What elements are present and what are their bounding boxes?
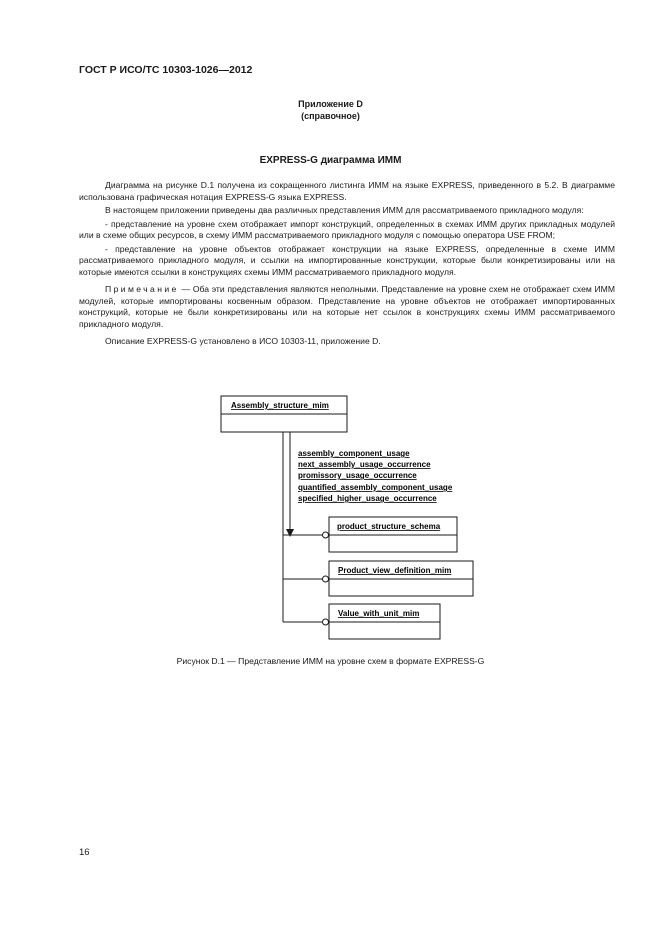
annex-subtitle: (справочное) bbox=[301, 111, 360, 121]
target-schema-label: product_structure_schema bbox=[337, 522, 441, 531]
target-schema-box bbox=[323, 561, 474, 596]
open-circle-icon bbox=[323, 576, 329, 582]
source-schema-label: Assembly_structure_mim bbox=[231, 401, 329, 410]
relationship-label: promissory_usage_occurrence bbox=[298, 471, 417, 480]
target-schema-label: Value_with_unit_mim bbox=[338, 609, 420, 618]
open-circle-icon bbox=[323, 619, 329, 625]
arrow-head-icon bbox=[286, 529, 294, 537]
section-title: EXPRESS-G диаграмма ИММ bbox=[259, 155, 402, 166]
page-number: 16 bbox=[79, 847, 90, 858]
open-circle-icon bbox=[323, 532, 329, 538]
relationship-labels bbox=[298, 449, 453, 503]
relationship-label: assembly_component_usage bbox=[298, 449, 410, 458]
paragraph: В настоящем приложении приведены два различных представления ИММ для рассматриваемого прикладного модуля: bbox=[105, 205, 584, 215]
standard-code-header: ГОСТ Р ИСО/ТС 10303-1026—2012 bbox=[79, 64, 253, 76]
annex-title: Приложение D bbox=[298, 99, 363, 109]
note-text: — Оба эти представления являются неполными. Представление на уровне схем не отображает схем ИММ модулей, которые импортированы косвенным образом. Представление на уровне объектов не отображает импортированных конструкций, которые не были конкретизированы или на которые нет ссылок в конструкциях схемы ИММ рассматриваемого прикладного модуля. bbox=[79, 284, 615, 329]
target-schema-box bbox=[323, 517, 458, 552]
source-schema-box bbox=[221, 396, 347, 432]
paragraph: Диаграмма на рисунке D.1 получена из сокращенного листинга ИММ на языке EXPRESS, приведенного в 5.2. В диаграмме использована графическая нотация EXPRESS-G языка EXPRESS. bbox=[79, 180, 615, 202]
relationship-label: quantified_assembly_component_usage bbox=[298, 483, 453, 492]
paragraph: - представление на уровне объектов отображает конструкции на языке EXPRESS, определенные в схеме ИММ рассматриваемого прикладного модуля, и ссылки на импортированные конструкции, которые были конкретизированы или на которые имеются ссылки в конструкциях схемы ИММ рассматриваемого прикладного модуля. bbox=[79, 243, 615, 277]
relationship-label: specified_higher_usage_occurrence bbox=[298, 494, 437, 503]
paragraph: - представление на уровне схем отображает импорт конструкций, определенных в схемах ИММ других прикладных модулей или в схеме общих ресурсов, в схему ИММ рассматриваемого прикладного модуля с помощью оператора USE FROM; bbox=[79, 218, 615, 240]
relationship-label: next_assembly_usage_occurrence bbox=[298, 460, 431, 469]
note-label: Примечание bbox=[105, 284, 179, 294]
target-schema-label: Product_view_definition_mim bbox=[338, 566, 452, 575]
paragraph: Описание EXPRESS-G установлено в ИСО 10303-11, приложение D. bbox=[105, 336, 381, 346]
target-schema-box bbox=[323, 604, 441, 639]
figure-caption: Рисунок D.1 — Представление ИММ на уровне схем в формате EXPRESS-G bbox=[176, 656, 485, 666]
